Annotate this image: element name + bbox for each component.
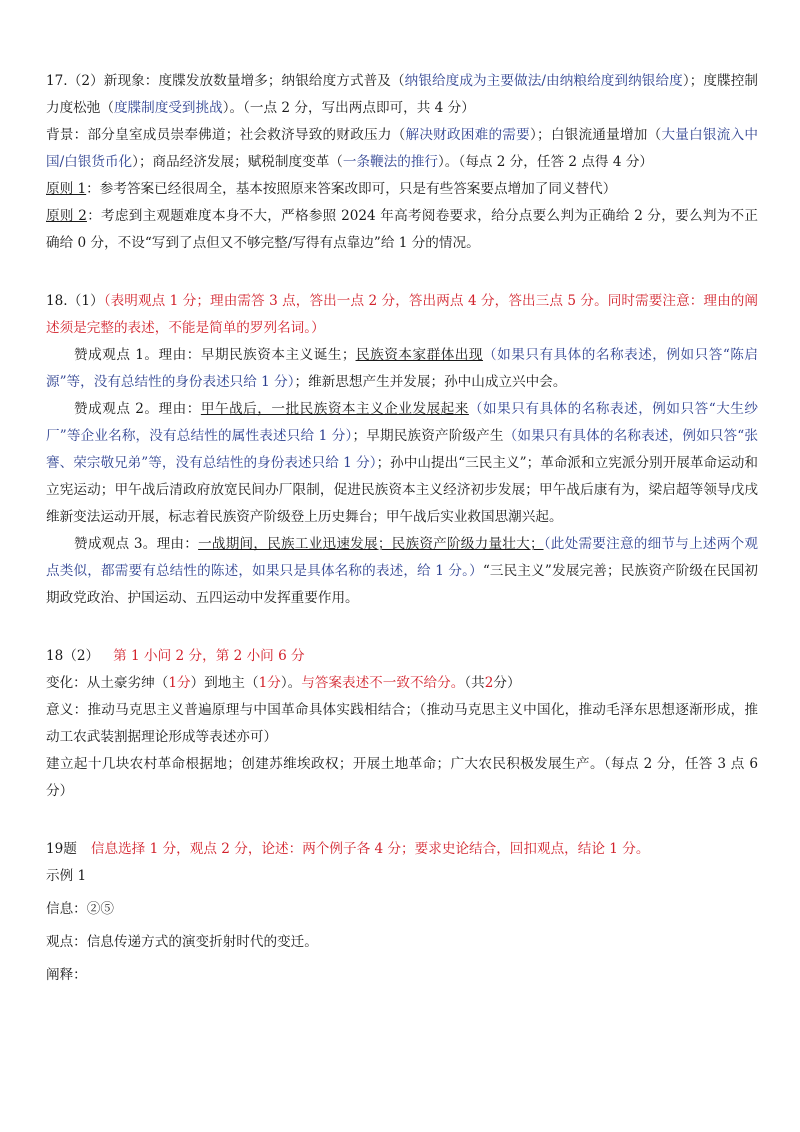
q17-principle-2: 原则 2：考虑到主观题难度本身不大，严格参照 2024 年高考阅卷要求，给分点要么判为正确给 2 分，要么判为不正确给 0 分，不设“写到了点但又不够完整/写得有点靠边”给 1 分的情况。 bbox=[46, 208, 758, 251]
q18-2-header: 18（2） 第 1 小问 2 分，第 2 小问 6 分 bbox=[46, 648, 305, 664]
q18-2-bases: 建立起十几块农村革命根据地；创建苏维埃政权；开展土地革命；广大农民积极发展生产。（每点 2 分，任答 3 点 6 分） bbox=[46, 756, 758, 799]
q17-alt-answer-1: 纳银给度成为主要做法/由纳粮给度到纳银给度 bbox=[404, 73, 683, 89]
q19-elaboration: 阐释： bbox=[46, 967, 87, 983]
q19-info: 信息：②⑤ bbox=[46, 901, 114, 917]
q18-1-viewpoint-3: 赞成观点 3。理由：一战期间，民族工业迅速发展；民族资产阶级力量壮大；（此处需要注意的细节与上述两个观点类似，都需要有总结性的陈述，如果只是具体名称的表述，给 1 分。）“三民主义”发展完善；民族资产阶级在民国初期政党政治、护国运动、五四运动中发挥重要作用。 bbox=[46, 536, 758, 606]
q17-alt-answer-2: 度牒制度受到挑战 bbox=[113, 100, 223, 116]
q19-header: 19题 信息选择 1 分，观点 2 分，论述：两个例子各 4 分；要求史论结合，回扣观点，结论 1 分。 bbox=[46, 841, 650, 857]
q18-2-meaning: 意义：推动马克思主义普遍原理与中国革命具体实践相结合；（推动马克思主义中国化，推动毛泽东思想逐渐形成，推动工农武装割据理论形成等表述亦可） bbox=[46, 702, 758, 745]
q18-1-viewpoint-2: 赞成观点 2。理由：甲午战后，一批民族资本主义企业发展起来（如果只有具体的名称表述，例如只答“大生纱厂”等企业名称，没有总结性的属性表述只给 1 分）；早期民族资产阶级产生（如果只有具体的名称表述，例如只答“张謇、荣宗敬兄弟”等，没有总结性的身份表述只给 1 分）；孙中山提出“三民主义”；革命派和立宪派分别开展革命运动和立宪运动；甲午战后清政府放宽民间办厂限制，促进民族资本主义经济初步发展；甲午战后康有为，梁启超等领导戊戌维新变法运动开展，标志着民族资产阶级登上历史舞台；甲午战后实业救国思潮兴起。 bbox=[46, 401, 758, 525]
q18-1-header: 18.（1）（表明观点 1 分；理由需答 3 点，答出一点 2 分，答出两点 4 分，答出三点 5 分。同时需要注意：理由的阐述须是完整的表述，不能是简单的罗列名词。） bbox=[46, 293, 758, 336]
q17-new-phenomena: 17.（2）新现象：度牒发放数量增多；纳银给度方式普及（纳银给度成为主要做法/由纳粮给度到纳银给度）；度牒控制力度松弛（度牒制度受到挑战）。（一点 2 分，写出两点即可，共 4 分） bbox=[46, 73, 758, 116]
q18-2-section bbox=[46, 643, 758, 805]
q18-2-scoring-note: 第 1 小问 2 分，第 2 小问 6 分 bbox=[113, 648, 305, 664]
q18-1-section bbox=[46, 288, 758, 612]
q17-principle-1: 原则 1：参考答案已经很周全，基本按照原来答案改即可，只是有些答案要点增加了同义替代） bbox=[46, 181, 617, 197]
q18-2-change: 变化：从土豪劣绅（1分）到地主（1分）。与答案表述不一致不给分。（共2分） bbox=[46, 675, 521, 691]
q19-viewpoint: 观点：信息传递方式的演变折射时代的变迁。 bbox=[46, 934, 318, 950]
q19-example-title: 示例 1 bbox=[46, 868, 87, 884]
q19-section bbox=[46, 836, 758, 989]
q17-section bbox=[46, 68, 758, 257]
q19-scoring-note: 信息选择 1 分，观点 2 分，论述：两个例子各 4 分；要求史论结合，回扣观点，结论 1 分。 bbox=[90, 841, 650, 857]
q17-background: 背景：部分皇室成员崇奉佛道；社会救济导致的财政压力（解决财政困难的需要）；白银流通量增加（大量白银流入中国/白银货币化）；商品经济发展；赋税制度变革（一条鞭法的推行）。（每点 2 分，任答 2 点得 4 分） bbox=[46, 127, 759, 170]
q18-1-viewpoint-1: 赞成观点 1。理由：早期民族资本主义诞生；民族资本家群体出现（如果只有具体的名称表述，例如只答“陈启源”等，没有总结性的身份表述只给 1 分）；维新思想产生并发展；孙中山成立兴中会。 bbox=[46, 347, 759, 390]
answer-key-page bbox=[46, 68, 758, 989]
q18-1-scoring-note: （表明观点 1 分；理由需答 3 点，答出一点 2 分，答出两点 4 分，答出三点 5 分。同时需要注意：理由的阐述须是完整的表述，不能是简单的罗列名词。） bbox=[46, 293, 758, 336]
